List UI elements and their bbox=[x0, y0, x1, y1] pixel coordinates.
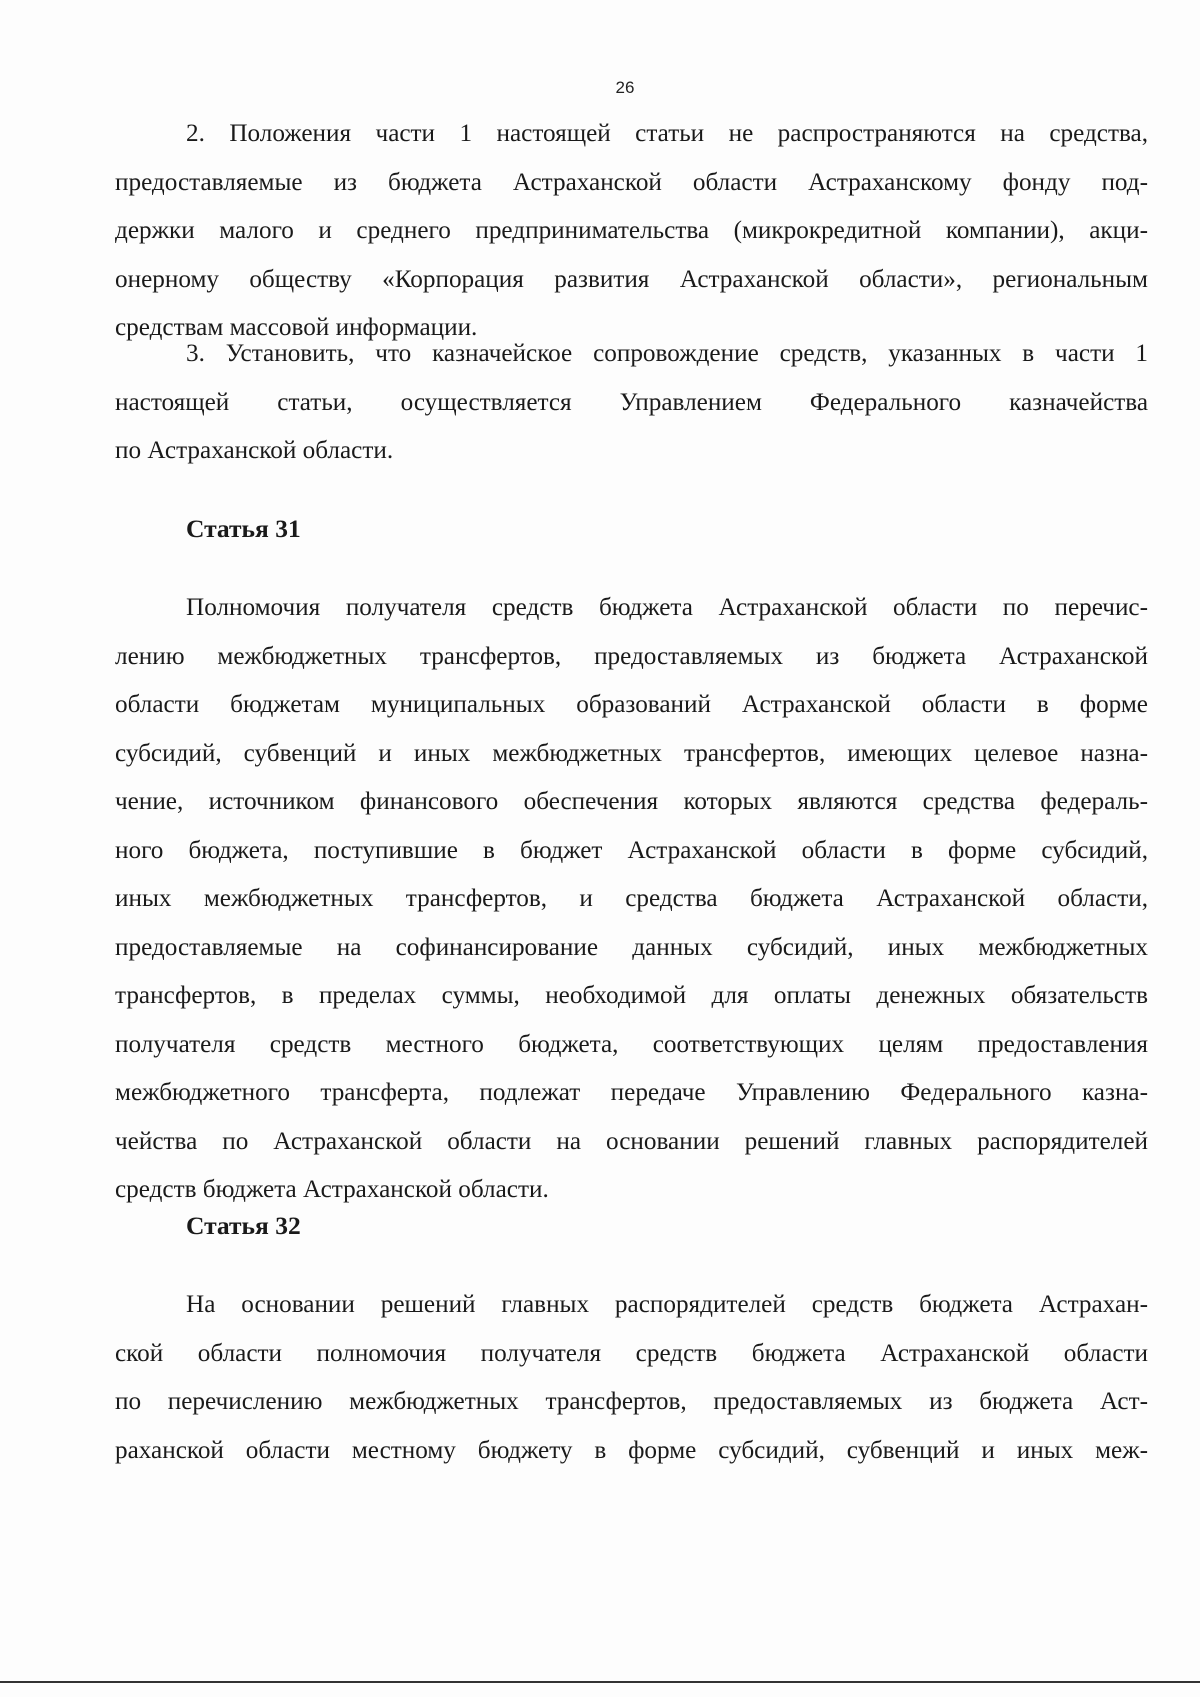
text-line: субсидий, субвенций и иных межбюджетных трансфертов, имеющих целевое назна- bbox=[115, 739, 1148, 767]
text-line: чение, источником финансового обеспечения которых являются средства федераль- bbox=[115, 788, 1148, 815]
text-line: средствам массовой информации. bbox=[115, 314, 478, 341]
text-line: онерному обществу «Корпорация развития Астраханской области», региональным bbox=[115, 265, 1148, 293]
text-line: ного бюджета, поступившие в бюджет Астраханской области в форме субсидий, bbox=[115, 836, 1148, 864]
text-line: держки малого и среднего предпринимательства (микрокредитной компании), акци- bbox=[115, 217, 1148, 244]
text-line: 2. Положения части 1 настоящей статьи не распространяются на средства, bbox=[186, 120, 1148, 147]
text-line: межбюджетного трансферта, подлежат передаче Управлению Федерального казна- bbox=[115, 1079, 1148, 1106]
paragraph-3 bbox=[115, 330, 1148, 476]
text-line: Полномочия получателя средств бюджета Астраханской области по перечис- bbox=[186, 594, 1148, 621]
text-line: иных межбюджетных трансфертов, и средства бюджета Астраханской области, bbox=[115, 885, 1148, 912]
page-number: 26 bbox=[615, 78, 635, 97]
text-line: трансфертов, в пределах суммы, необходимой для оплаты денежных обязательств bbox=[115, 982, 1148, 1009]
paragraph-2 bbox=[115, 110, 1148, 353]
text-line: по Астраханской области. bbox=[115, 437, 394, 464]
text-line: 3. Установить, что казначейское сопровождение средств, указанных в части 1 bbox=[186, 340, 1148, 367]
text-line: ской области полномочия получателя средств бюджета Астраханской области bbox=[115, 1339, 1148, 1367]
text-line: лению межбюджетных трансфертов, предоставляемых из бюджета Астраханской bbox=[115, 642, 1148, 670]
bottom-divider bbox=[0, 1681, 1200, 1683]
article-31-heading: Статья 31 bbox=[186, 514, 301, 543]
text-line: На основании решений главных распорядителей средств бюджета Астрахан- bbox=[186, 1291, 1148, 1318]
text-line: области бюджетам муниципальных образований Астраханской области в форме bbox=[115, 691, 1148, 718]
text-line: по перечислению межбюджетных трансфертов, предоставляемых из бюджета Аст- bbox=[115, 1388, 1148, 1415]
text-line: средств бюджета Астраханской области. bbox=[115, 1176, 549, 1203]
text-line: чейства по Астраханской области на основании решений главных распорядителей bbox=[115, 1127, 1148, 1155]
article-32-body bbox=[115, 1281, 1148, 1475]
article-32-heading: Статья 32 bbox=[186, 1211, 301, 1240]
text-line: настоящей статьи, осуществляется Управлением Федерального казначейства bbox=[115, 388, 1148, 416]
text-line: получателя средств местного бюджета, соответствующих целям предоставления bbox=[115, 1030, 1148, 1058]
text-line: раханской области местному бюджету в форме субсидий, субвенций и иных меж- bbox=[115, 1436, 1148, 1464]
text-line: предоставляемые из бюджета Астраханской области Астраханскому фонду под- bbox=[115, 168, 1148, 196]
text-line: предоставляемые на софинансирование данных субсидий, иных межбюджетных bbox=[115, 933, 1148, 961]
article-31-body bbox=[115, 584, 1148, 1215]
